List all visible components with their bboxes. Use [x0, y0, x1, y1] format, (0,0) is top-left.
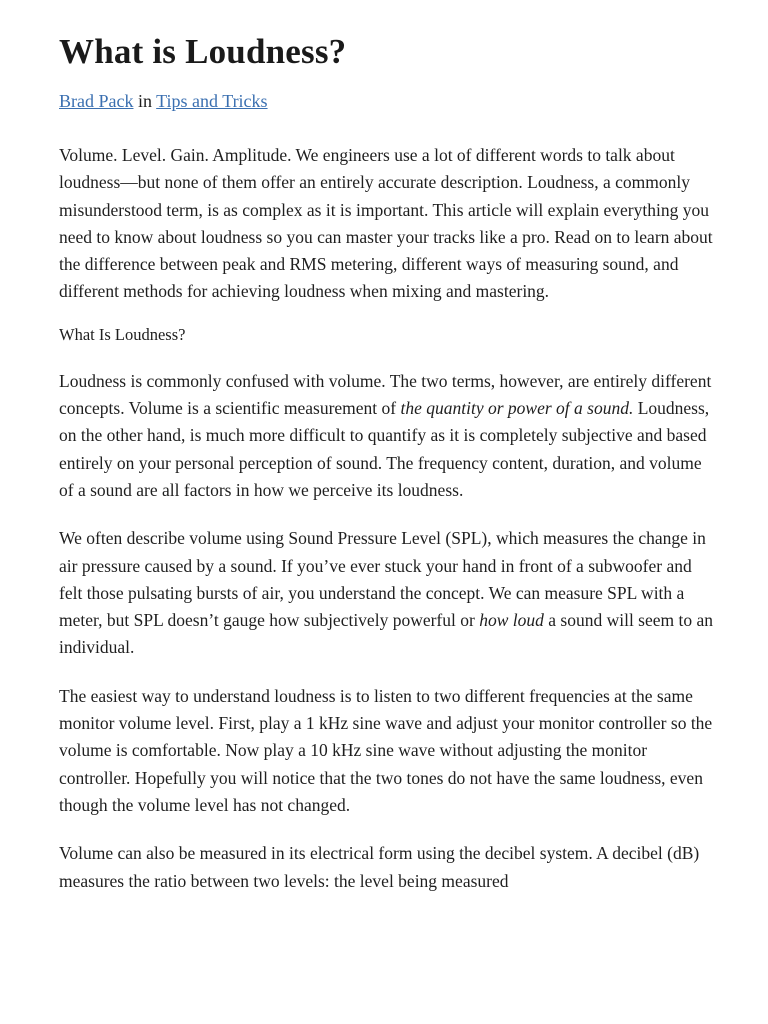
paragraph-text: We often describe volume using Sound Pressure Level (SPL), which measures the change in air pressure caused by a sound. If you’ve ever stuck your hand in front of a subwoofer and felt those pulsating bursts of air, you understand the concept. We can measure SPL with a meter, but SPL doesn’t gauge how subjectively powerful or — [59, 528, 706, 631]
emphasis-text: the quantity or power of a sound. — [400, 398, 634, 419]
paragraph-sine-wave: The easiest way to understand loudness is to listen to two different frequencies at the same monitor volume level. First, play a 1 kHz sine wave and adjust your monitor controller so the volume is comfortable. Now play a 10 kHz sine wave without adjusting the monitor controller. Hopefully you will notice that the two tones do not have the same loudness, even though the volume level has not changed. — [59, 685, 713, 815]
paragraph-text: Loudness, on the other hand, is much more difficult to quantify as it is completely subjective and based entirely on your personal perception of sound. The frequency content, duration, and volume of a sound are all factors in how we perceive its loudness. — [59, 398, 710, 500]
article — [59, 30, 715, 895]
intro-paragraph: Volume. Level. Gain. Amplitude. We engineers use a lot of different words to talk about loudness—but none of them offer an entirely accurate description. Loudness, a commonly misunderstood term, is as complex as it is important. This article will explain everything you need to know about loudness so you can master your tracks like a pro. Read on to learn about the difference between peak and RMS metering, different ways of measuring sound, and different methods for achieving loudness when mixing and mastering. — [59, 145, 713, 302]
author-link[interactable]: Brad Pack — [59, 91, 134, 111]
paragraph-volume-definition — [59, 368, 715, 504]
byline — [59, 89, 715, 113]
page-title: What is Loudness? — [59, 32, 347, 71]
paragraph-decibel: Volume can also be measured in its electrical form using the decibel system. A decibel (dB) measures the ratio between two levels: the level being measured — [59, 843, 700, 891]
emphasis-text: how loud — [479, 610, 544, 631]
paragraph-spl — [59, 525, 715, 661]
section-heading: What Is Loudness? — [59, 324, 186, 344]
paragraph-text: a sound will seem to an individual. — [59, 610, 714, 658]
paragraph-text: Loudness is commonly confused with volume. The two terms, however, are entirely different concepts. Volume is a scientific measurement of — [59, 370, 712, 419]
category-link[interactable]: Tips and Tricks — [156, 91, 268, 111]
byline-separator: in — [137, 91, 157, 111]
